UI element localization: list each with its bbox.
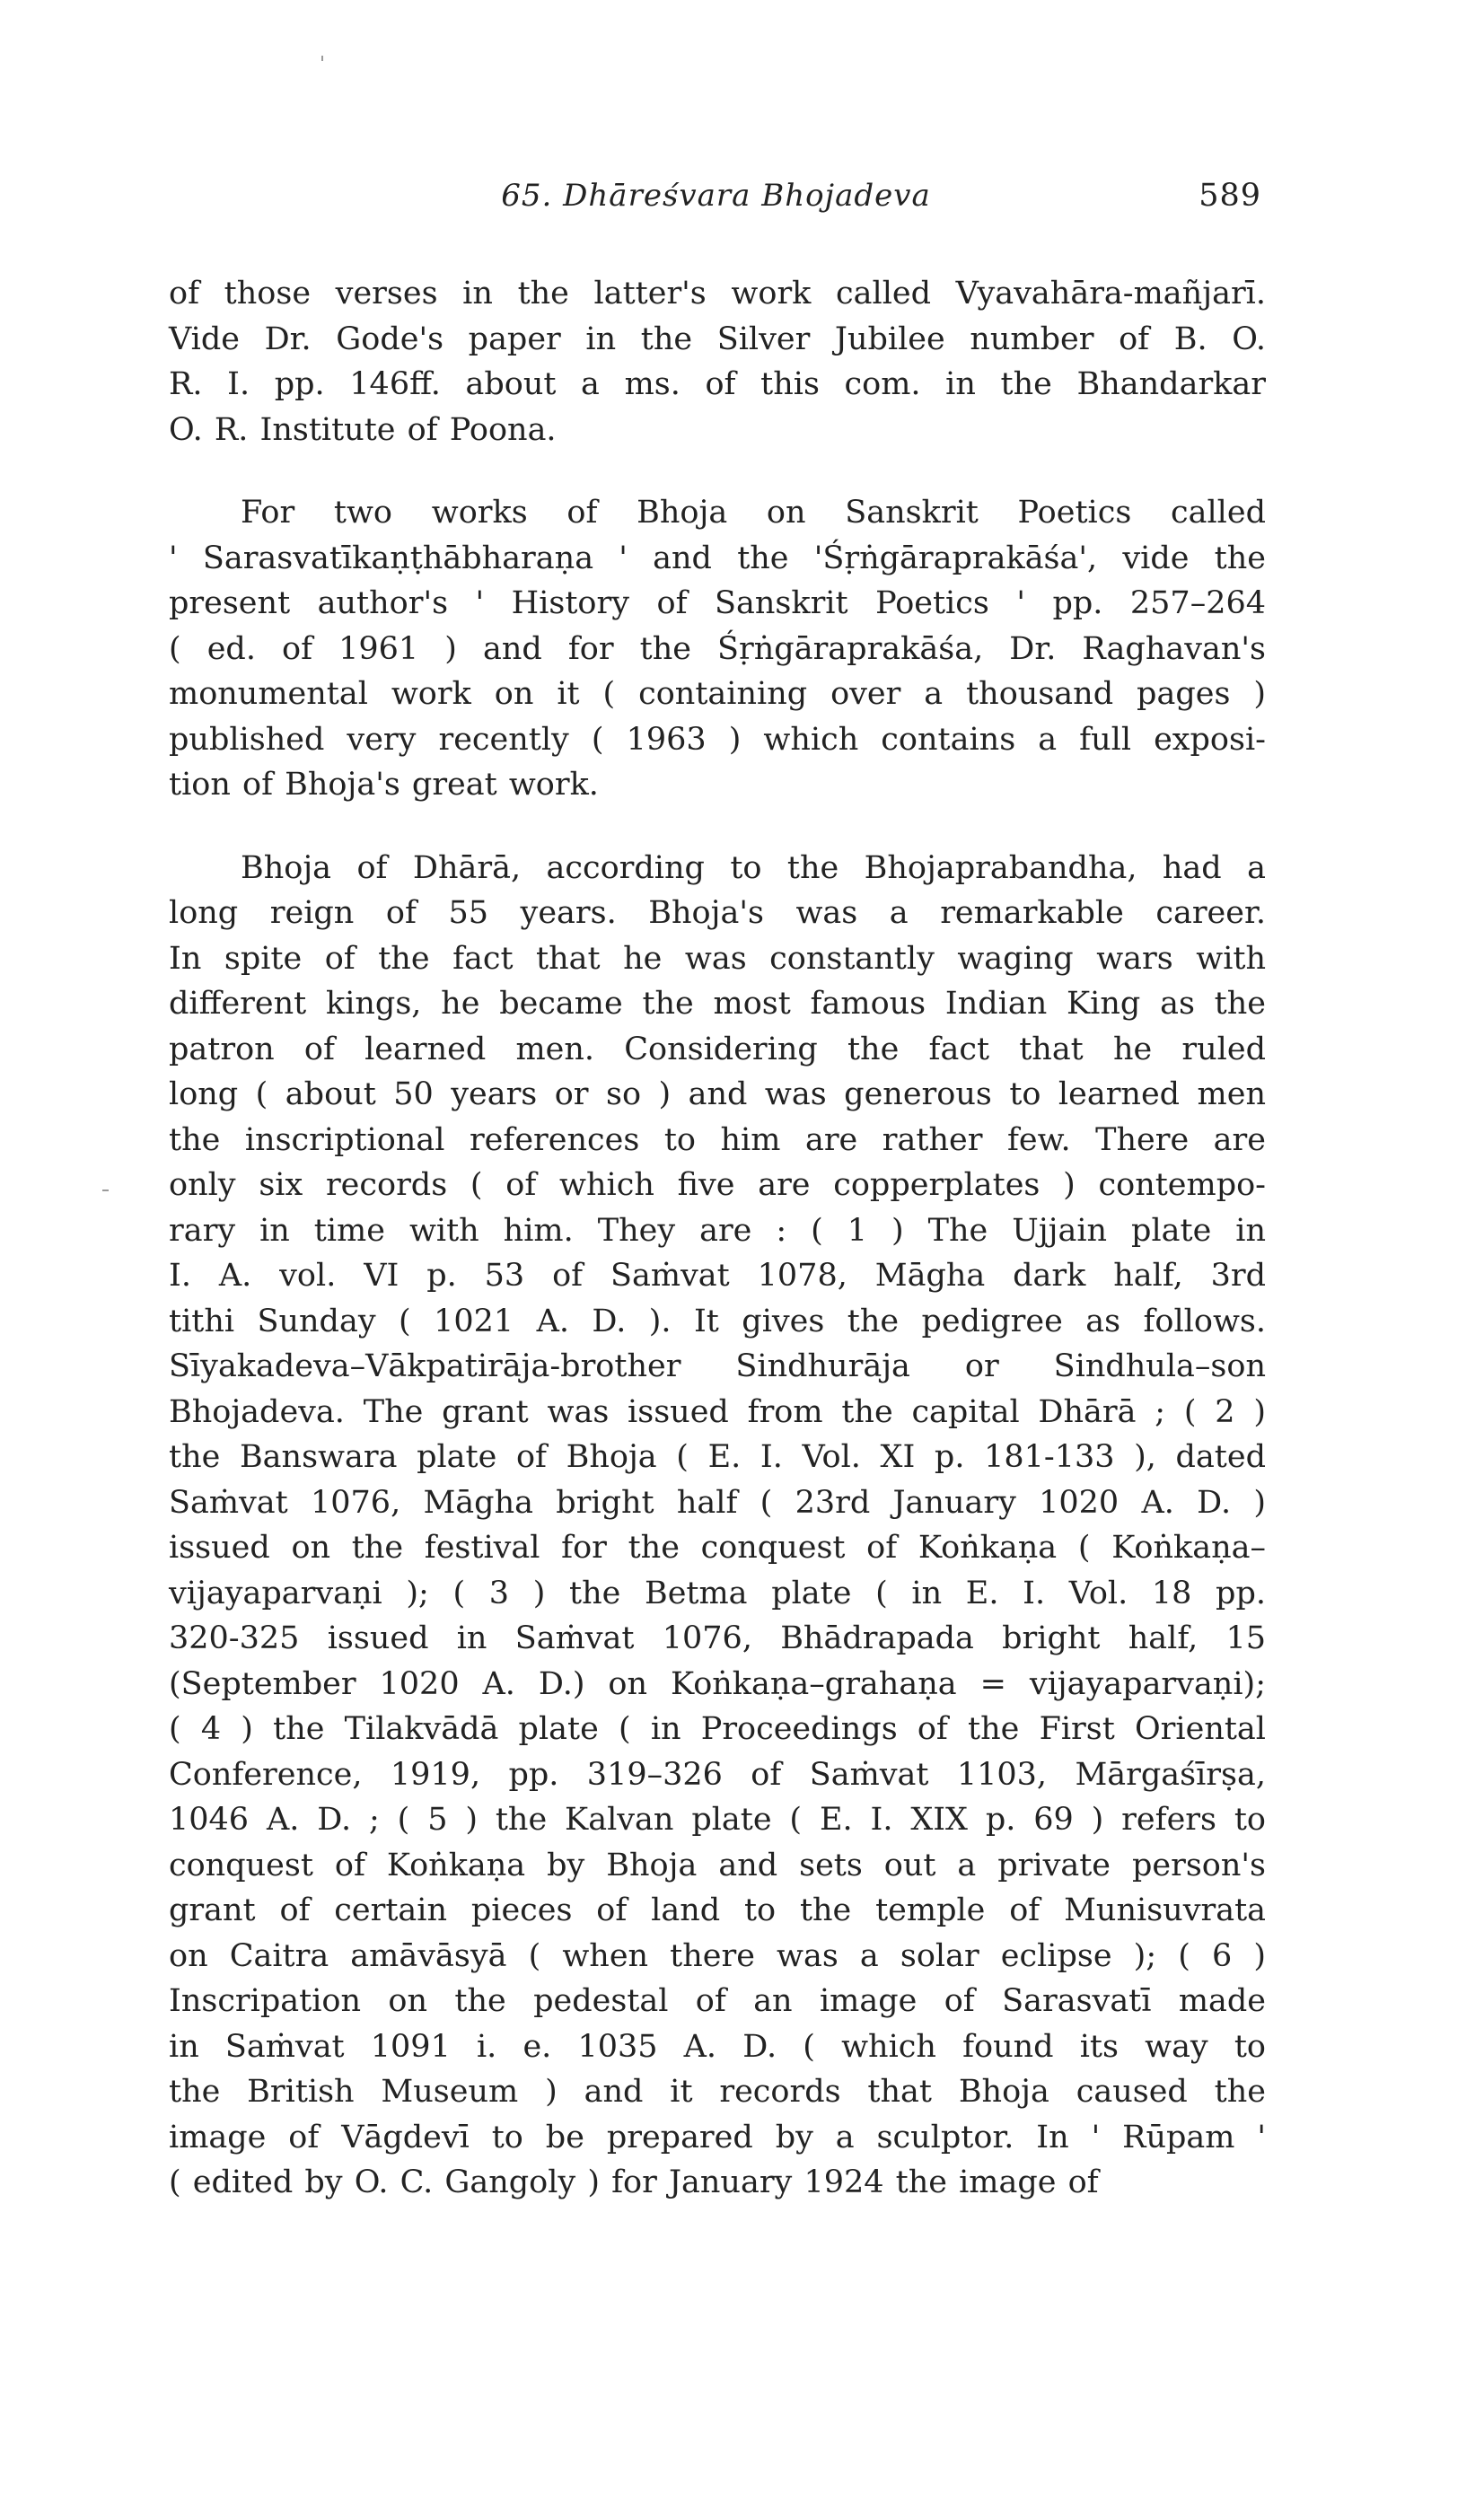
text-line: I. A. vol. VI p. 53 of Saṁvat 1078, Māgha dark half, 3rd [169,1258,1266,1294]
text-line: patron of learned men. Considering the fact that he ruled [169,1031,1266,1067]
paragraph [169,490,1266,808]
text-line: monumental work on it ( containing over a thousand pages ) [169,676,1266,712]
text-line: of those verses in the latter's work called Vyavahāra-mañjarī. [169,276,1266,312]
paragraph [169,271,1266,452]
text-line: long reign of 55 years. Bhoja's was a remarkable career. [169,895,1266,931]
text-line: issued on the festival for the conquest of Koṅkaṇa ( Koṅkaṇa– [169,1530,1266,1566]
text-line: grant of certain pieces of land to the temple of Munisuvrata [169,1892,1266,1928]
text-line: on Caitra amāvāsyā ( when there was a solar eclipse ); ( 6 ) [169,1937,1266,1974]
text-line: tion of Bhoja's great work. [169,767,599,803]
text-line: the inscriptional references to him are rather few. There are [169,1121,1266,1158]
text-line: ' Sarasvatīkaṇṭhābharaṇa ' and the 'Śṛṅgāraprakāśa', vide the [169,540,1266,576]
text-line: the British Museum ) and it records that Bhoja caused the [169,2074,1266,2110]
text-line: long ( about 50 years or so ) and was generous to learned men [169,1076,1266,1112]
text-line: tithi Sunday ( 1021 A. D. ). It gives the pedigree as follows. [169,1303,1266,1339]
text-line: (September 1020 A. D.) on Koṅkaṇa–grahaṇa = vijayaparvaṇi); [169,1665,1266,1702]
paragraph-gap [169,808,1266,846]
text-line: Sīyakadeva–Vākpatirāja-brother Sindhurāja or Sindhula–son [169,1348,1266,1384]
text-line: the Banswara plate of Bhoja ( E. I. Vol. XI p. 181-133 ), dated [169,1439,1266,1475]
text-line: R. I. pp. 146ff. about a ms. of this com. in the Bhandarkar [169,366,1266,402]
text-line: Bhoja of Dhārā, according to the Bhojaprabandha, had a [241,849,1266,886]
text-line: image of Vāgdevī to be prepared by a sculptor. In ' Rūpam ' [169,2119,1266,2155]
text-line: 320-325 issued in Saṁvat 1076, Bhādrapada bright half, 15 [169,1620,1266,1656]
text-line: present author's ' History of Sanskrit Poetics ' pp. 257–264 [169,585,1266,621]
text-line: vijayaparvaṇi ); ( 3 ) the Betma plate ( in E. I. Vol. 18 pp. [169,1575,1266,1611]
text-line: 1046 A. D. ; ( 5 ) the Kalvan plate ( E. I. XIX p. 69 ) refers to [169,1802,1266,1838]
page-number: 589 [1199,178,1261,214]
text-line: conquest of Koṅkaṇa by Bhoja and sets out a private person's [169,1847,1266,1883]
text-line: Bhojadeva. The grant was issued from the capital Dhārā ; ( 2 ) [169,1393,1266,1430]
body-text [169,271,1266,2206]
paragraph [169,846,1266,2206]
text-line: Saṁvat 1076, Māgha bright half ( 23rd January 1020 A. D. ) [169,1484,1266,1521]
text-line: different kings, he became the most famous Indian King as the [169,986,1266,1022]
page-header [171,178,1261,228]
text-line: in Saṁvat 1091 i. e. 1035 A. D. ( which found its way to [169,2028,1266,2065]
text-line: In spite of the fact that he was constantly waging wars with [169,940,1266,977]
scan-speck [321,56,323,61]
text-line: ( 4 ) the Tilakvādā plate ( in Proceedings of the First Oriental [169,1711,1266,1747]
text-line: ( edited by O. C. Gangoly ) for January 1924 the image of [169,2164,1099,2200]
text-line: published very recently ( 1963 ) which contains a full exposi- [169,721,1266,758]
text-line: Inscripation on the pedestal of an image of Sarasvatī made [169,1983,1266,2019]
text-line: Vide Dr. Gode's paper in the Silver Jubilee number of B. O. [169,320,1266,357]
text-line: ( ed. of 1961 ) and for the Śṛṅgāraprakāśa, Dr. Raghavan's [169,630,1266,667]
running-title: 65. Dhāreśvara Bhojadeva [501,178,931,214]
scan-speck [102,1190,109,1191]
text-line: Conference, 1919, pp. 319–326 of Saṁvat 1103, Mārgaśīrṣa, [169,1756,1266,1793]
text-line: O. R. Institute of Poona. [169,411,557,448]
text-line: only six records ( of which five are copperplates ) contempo- [169,1167,1266,1203]
paragraph-gap [169,452,1266,490]
text-line: For two works of Bhoja on Sanskrit Poetics called [241,495,1266,531]
text-line: rary in time with him. They are : ( 1 ) The Ujjain plate in [169,1212,1266,1249]
